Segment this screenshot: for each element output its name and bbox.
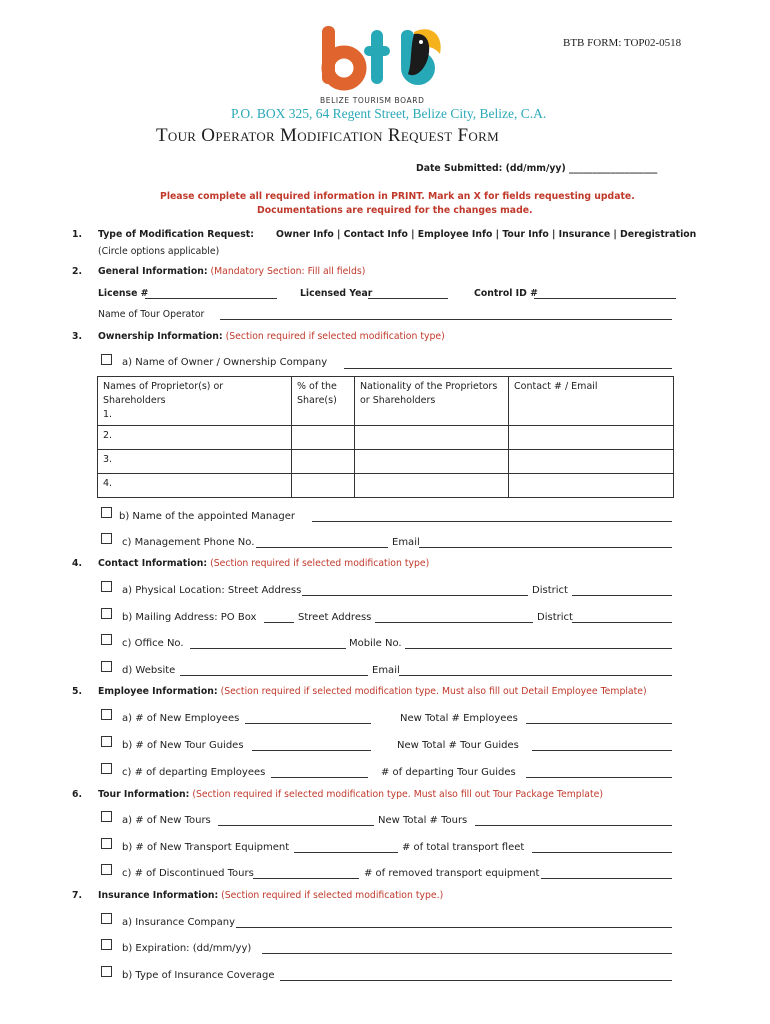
new-employees-label: a) # of New Employees <box>122 713 240 724</box>
discontinued-tours-field[interactable] <box>253 878 359 879</box>
mobile-no-field[interactable] <box>405 648 672 649</box>
manager-field[interactable] <box>312 521 672 522</box>
owner-name-label: a) Name of Owner / Ownership Company <box>122 357 328 368</box>
mailing-street-label: Street Address <box>298 612 372 623</box>
section-1-label: Type of Modification Request: <box>98 229 254 240</box>
option-owner-info[interactable]: Owner Info <box>276 229 334 240</box>
mailing-street-field[interactable] <box>375 622 533 623</box>
section-4-heading <box>98 558 429 569</box>
mailing-district-label: District <box>537 612 573 623</box>
section-5-label: Employee Information: <box>98 686 218 697</box>
departing-guides-label: # of departing Tour Guides <box>381 767 516 778</box>
new-transport-label: b) # of New Transport Equipment <box>122 842 290 853</box>
table-cell[interactable] <box>509 474 674 498</box>
section-3-note: (Section required if selected modification type) <box>225 331 445 342</box>
insurance-company-label: a) Insurance Company <box>122 917 236 928</box>
control-id-label: Control ID # <box>474 288 538 299</box>
removed-transport-label: # of removed transport equipment <box>364 868 540 879</box>
section-5-heading <box>98 686 647 697</box>
section-2-number: 2. <box>72 266 83 277</box>
insurance-type-field[interactable] <box>280 980 672 981</box>
total-tours-label: New Total # Tours <box>378 815 468 826</box>
insurance-type-checkbox[interactable] <box>101 966 112 977</box>
website-field[interactable] <box>180 675 368 676</box>
table-header-row <box>98 377 674 426</box>
header-contact: Contact # / Email <box>514 381 598 392</box>
section-2-heading <box>98 266 365 277</box>
physical-street-field[interactable] <box>302 595 528 596</box>
section-7-label: Insurance Information: <box>98 890 219 901</box>
insurance-expiration-field[interactable] <box>262 953 672 954</box>
table-cell[interactable] <box>355 474 509 498</box>
section-3-number: 3. <box>72 331 83 342</box>
header-names: Names of Proprietor(s) or Shareholders <box>103 381 224 406</box>
total-fleet-label: # of total transport fleet <box>402 842 525 853</box>
section-7-heading <box>98 890 443 901</box>
form-code: BTB FORM: TOP02-0518 <box>563 37 682 49</box>
total-tours-field[interactable] <box>475 825 672 826</box>
new-tours-label: a) # of New Tours <box>122 815 211 826</box>
section-6-number: 6. <box>72 789 83 800</box>
mgmt-phone-checkbox[interactable] <box>101 533 112 544</box>
row-1-label: 1. <box>103 409 113 420</box>
licensed-year-field[interactable] <box>368 298 448 299</box>
insurance-company-field[interactable] <box>236 927 672 928</box>
new-tours-field[interactable] <box>218 825 374 826</box>
departing-employees-label: c) # of departing Employees <box>122 767 266 778</box>
mgmt-phone-label: c) Management Phone No. <box>122 537 255 548</box>
office-no-label: c) Office No. <box>122 638 184 649</box>
new-employees-field[interactable] <box>245 723 371 724</box>
table-row <box>98 426 674 450</box>
option-insurance[interactable]: Insurance <box>558 229 611 240</box>
option-employee-info[interactable]: Employee Info <box>417 229 493 240</box>
discontinued-tours-checkbox[interactable] <box>101 864 112 875</box>
table-header-cell <box>98 377 292 426</box>
new-guides-field[interactable] <box>252 750 371 751</box>
website-label: d) Website <box>122 665 176 676</box>
owner-name-checkbox[interactable] <box>101 354 112 365</box>
mobile-no-label: Mobile No. <box>349 638 402 649</box>
po-box-field[interactable] <box>264 622 294 623</box>
date-submitted-label: Date Submitted: (dd/mm/yy) ___________________ <box>416 163 658 174</box>
insurance-company-checkbox[interactable] <box>101 913 112 924</box>
new-transport-checkbox[interactable] <box>101 838 112 849</box>
option-tour-info[interactable]: Tour Info <box>502 229 549 240</box>
section-5-number: 5. <box>72 686 83 697</box>
departing-employees-field[interactable] <box>271 777 368 778</box>
shareholders-table <box>97 376 674 498</box>
instructions-line1: Please complete all required information in PRINT. Mark an X for fields requesting update. <box>160 191 635 202</box>
table-cell[interactable] <box>98 450 292 474</box>
table-cell[interactable] <box>98 426 292 450</box>
tour-operator-label: Name of Tour Operator <box>98 309 205 320</box>
physical-location-label: a) Physical Location: Street Address <box>122 585 302 596</box>
table-row <box>98 474 674 498</box>
licensed-year-label: Licensed Year <box>300 288 373 299</box>
btb-logo <box>318 20 448 110</box>
insurance-expiration-checkbox[interactable] <box>101 939 112 950</box>
mailing-district-field[interactable] <box>572 622 672 623</box>
address: P.O. BOX 325, 64 Regent Street, Belize City, Belize, C.A. <box>231 106 547 121</box>
section-2-label: General Information: <box>98 266 208 277</box>
option-deregistration[interactable]: Deregistration <box>620 229 697 240</box>
section-2-note: (Mandatory Section: Fill all fields) <box>210 266 366 277</box>
mgmt-email-label: Email <box>392 537 420 548</box>
table-header-cell <box>509 377 674 426</box>
license-field[interactable] <box>145 298 277 299</box>
mgmt-phone-field[interactable] <box>256 547 388 548</box>
control-id-field[interactable] <box>534 298 676 299</box>
total-guides-field[interactable] <box>532 750 672 751</box>
departing-employees-checkbox[interactable] <box>101 763 112 774</box>
section-3-label: Ownership Information: <box>98 331 223 342</box>
total-fleet-field[interactable] <box>532 852 672 853</box>
section-3-heading <box>98 331 445 342</box>
section-6-note: (Section required if selected modification type. Must also fill out Tour Package Template) <box>192 789 603 800</box>
table-cell[interactable] <box>355 426 509 450</box>
header-nationality: Nationality of the Proprietors or Shareholders <box>360 381 498 406</box>
physical-location-checkbox[interactable] <box>101 581 112 592</box>
removed-transport-field[interactable] <box>541 878 672 879</box>
new-guides-label: b) # of New Tour Guides <box>122 740 244 751</box>
table-cell[interactable] <box>292 474 355 498</box>
physical-district-field[interactable] <box>572 595 672 596</box>
row-4-label: 4. <box>103 478 113 489</box>
website-checkbox[interactable] <box>101 661 112 672</box>
tour-operator-field[interactable] <box>220 319 672 320</box>
table-header-cell <box>292 377 355 426</box>
section-1-sub: (Circle options applicable) <box>98 246 220 257</box>
insurance-expiration-label: b) Expiration: (dd/mm/yy) <box>122 943 252 954</box>
section-1-number: 1. <box>72 229 83 240</box>
physical-district-label: District <box>532 585 568 596</box>
option-contact-info[interactable]: Contact Info <box>343 229 408 240</box>
table-row <box>98 450 674 474</box>
section-7-note: (Section required if selected modification type.) <box>221 890 444 901</box>
new-guides-checkbox[interactable] <box>101 736 112 747</box>
logo-subtitle: BELIZE TOURISM BOARD <box>320 96 425 105</box>
manager-checkbox[interactable] <box>101 507 112 518</box>
section-4-number: 4. <box>72 558 83 569</box>
section-6-heading <box>98 789 603 800</box>
total-employees-label: New Total # Employees <box>400 713 518 724</box>
contact-email-field[interactable] <box>399 675 672 676</box>
manager-label: b) Name of the appointed Manager <box>119 511 296 522</box>
owner-name-field[interactable] <box>344 368 672 369</box>
table-cell[interactable] <box>98 474 292 498</box>
office-no-checkbox[interactable] <box>101 634 112 645</box>
total-employees-field[interactable] <box>526 723 672 724</box>
table-cell[interactable] <box>292 426 355 450</box>
new-transport-field[interactable] <box>294 852 398 853</box>
mgmt-email-field[interactable] <box>419 547 672 548</box>
insurance-type-label: b) Type of Insurance Coverage <box>122 970 275 981</box>
date-submitted[interactable] <box>416 163 657 174</box>
new-employees-checkbox[interactable] <box>101 709 112 720</box>
page-title: Tour Operator Modification Request Form <box>156 125 499 146</box>
instructions-line2: Documentations are required for the changes made. <box>257 205 533 216</box>
header-share: % of the Share(s) <box>297 381 337 406</box>
office-no-field[interactable] <box>190 648 346 649</box>
section-5-note: (Section required if selected modification type. Must also fill out Detail Employee Template) <box>220 686 647 697</box>
section-7-number: 7. <box>72 890 83 901</box>
discontinued-tours-label: c) # of Discontinued Tours <box>122 868 254 879</box>
contact-email-label: Email <box>372 665 400 676</box>
table-cell[interactable] <box>355 450 509 474</box>
table-cell[interactable] <box>292 450 355 474</box>
section-4-note: (Section required if selected modification type) <box>210 558 430 569</box>
new-tours-checkbox[interactable] <box>101 811 112 822</box>
modification-options: Owner Info | Contact Info | Employee Info | Tour Info | Insurance | Deregistration <box>276 229 697 240</box>
row-2-label: 2. <box>103 430 113 441</box>
row-3-label: 3. <box>103 454 113 465</box>
table-cell[interactable] <box>509 426 674 450</box>
license-label: License # <box>98 288 149 299</box>
section-6-label: Tour Information: <box>98 789 190 800</box>
departing-guides-field[interactable] <box>526 777 672 778</box>
table-cell[interactable] <box>509 450 674 474</box>
total-guides-label: New Total # Tour Guides <box>397 740 519 751</box>
mailing-address-checkbox[interactable] <box>101 608 112 619</box>
section-4-label: Contact Information: <box>98 558 208 569</box>
mailing-address-label: b) Mailing Address: PO Box <box>122 612 257 623</box>
table-header-cell <box>355 377 509 426</box>
